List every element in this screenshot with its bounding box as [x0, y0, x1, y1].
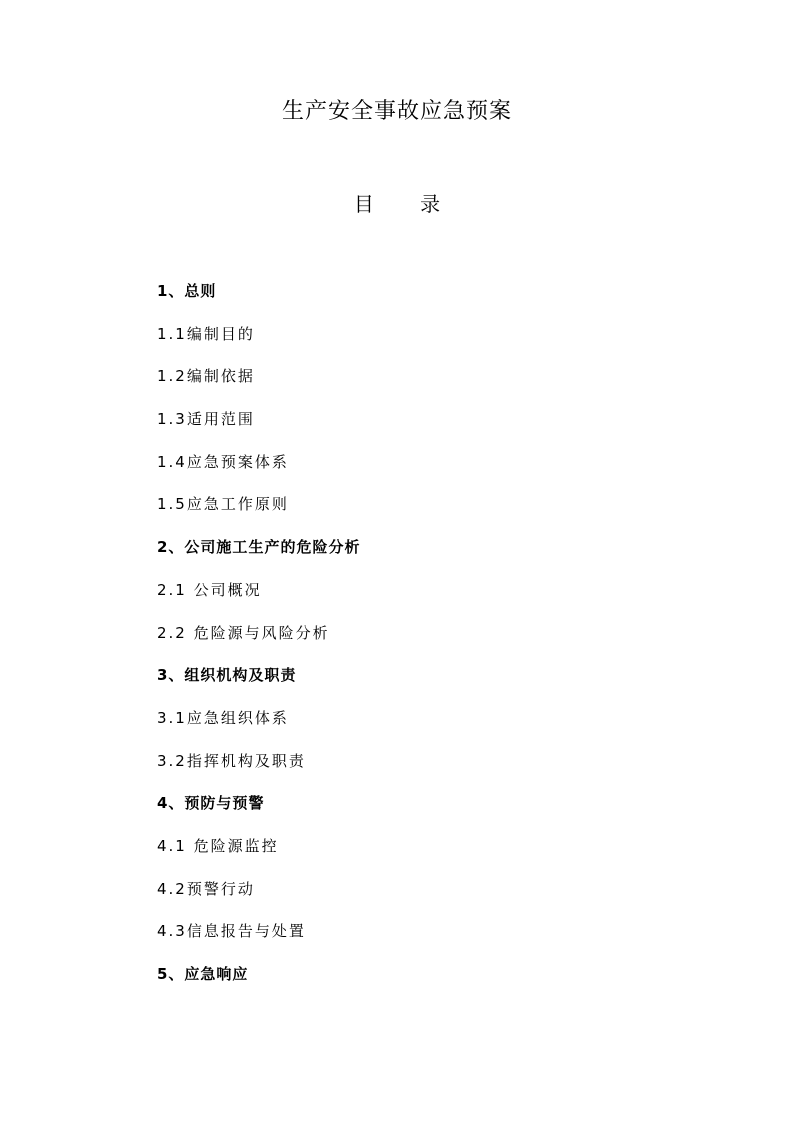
toc-heading: 目 录 — [353, 192, 461, 216]
toc-entry-subsection: 2.1 公司概况 — [157, 580, 262, 599]
toc-entry-subsection: 3.2指挥机构及职责 — [157, 751, 306, 770]
toc-entry-subsection: 4.3信息报告与处置 — [157, 922, 306, 941]
document-title: 生产安全事故应急预案 — [281, 99, 512, 124]
toc-entry-section: 5、应急响应 — [157, 965, 249, 983]
toc-entry-subsection: 1.5应急工作原则 — [157, 495, 289, 514]
toc-entry-section: 3、组织机构及职责 — [157, 666, 297, 685]
toc-entry-section: 4、预防与预警 — [157, 794, 265, 813]
toc-entry-subsection: 2.2 危险源与风险分析 — [157, 623, 330, 642]
toc-entry-subsection: 1.1编制目的 — [157, 324, 255, 343]
toc-entry-subsection: 4.1 危险源监控 — [157, 836, 279, 855]
toc-entry-subsection: 1.3适用范围 — [157, 410, 255, 429]
toc-entry-subsection: 4.2预警行动 — [157, 879, 255, 898]
toc-entry-subsection: 1.4应急预案体系 — [157, 452, 289, 471]
toc-entry-section: 2、公司施工生产的危险分析 — [157, 538, 361, 557]
toc-entry-subsection: 3.1应急组织体系 — [157, 708, 289, 727]
toc-entry-subsection: 1.2编制依据 — [157, 367, 255, 386]
toc-entry-section: 1、总则 — [157, 282, 217, 300]
table-of-contents — [157, 278, 677, 1004]
